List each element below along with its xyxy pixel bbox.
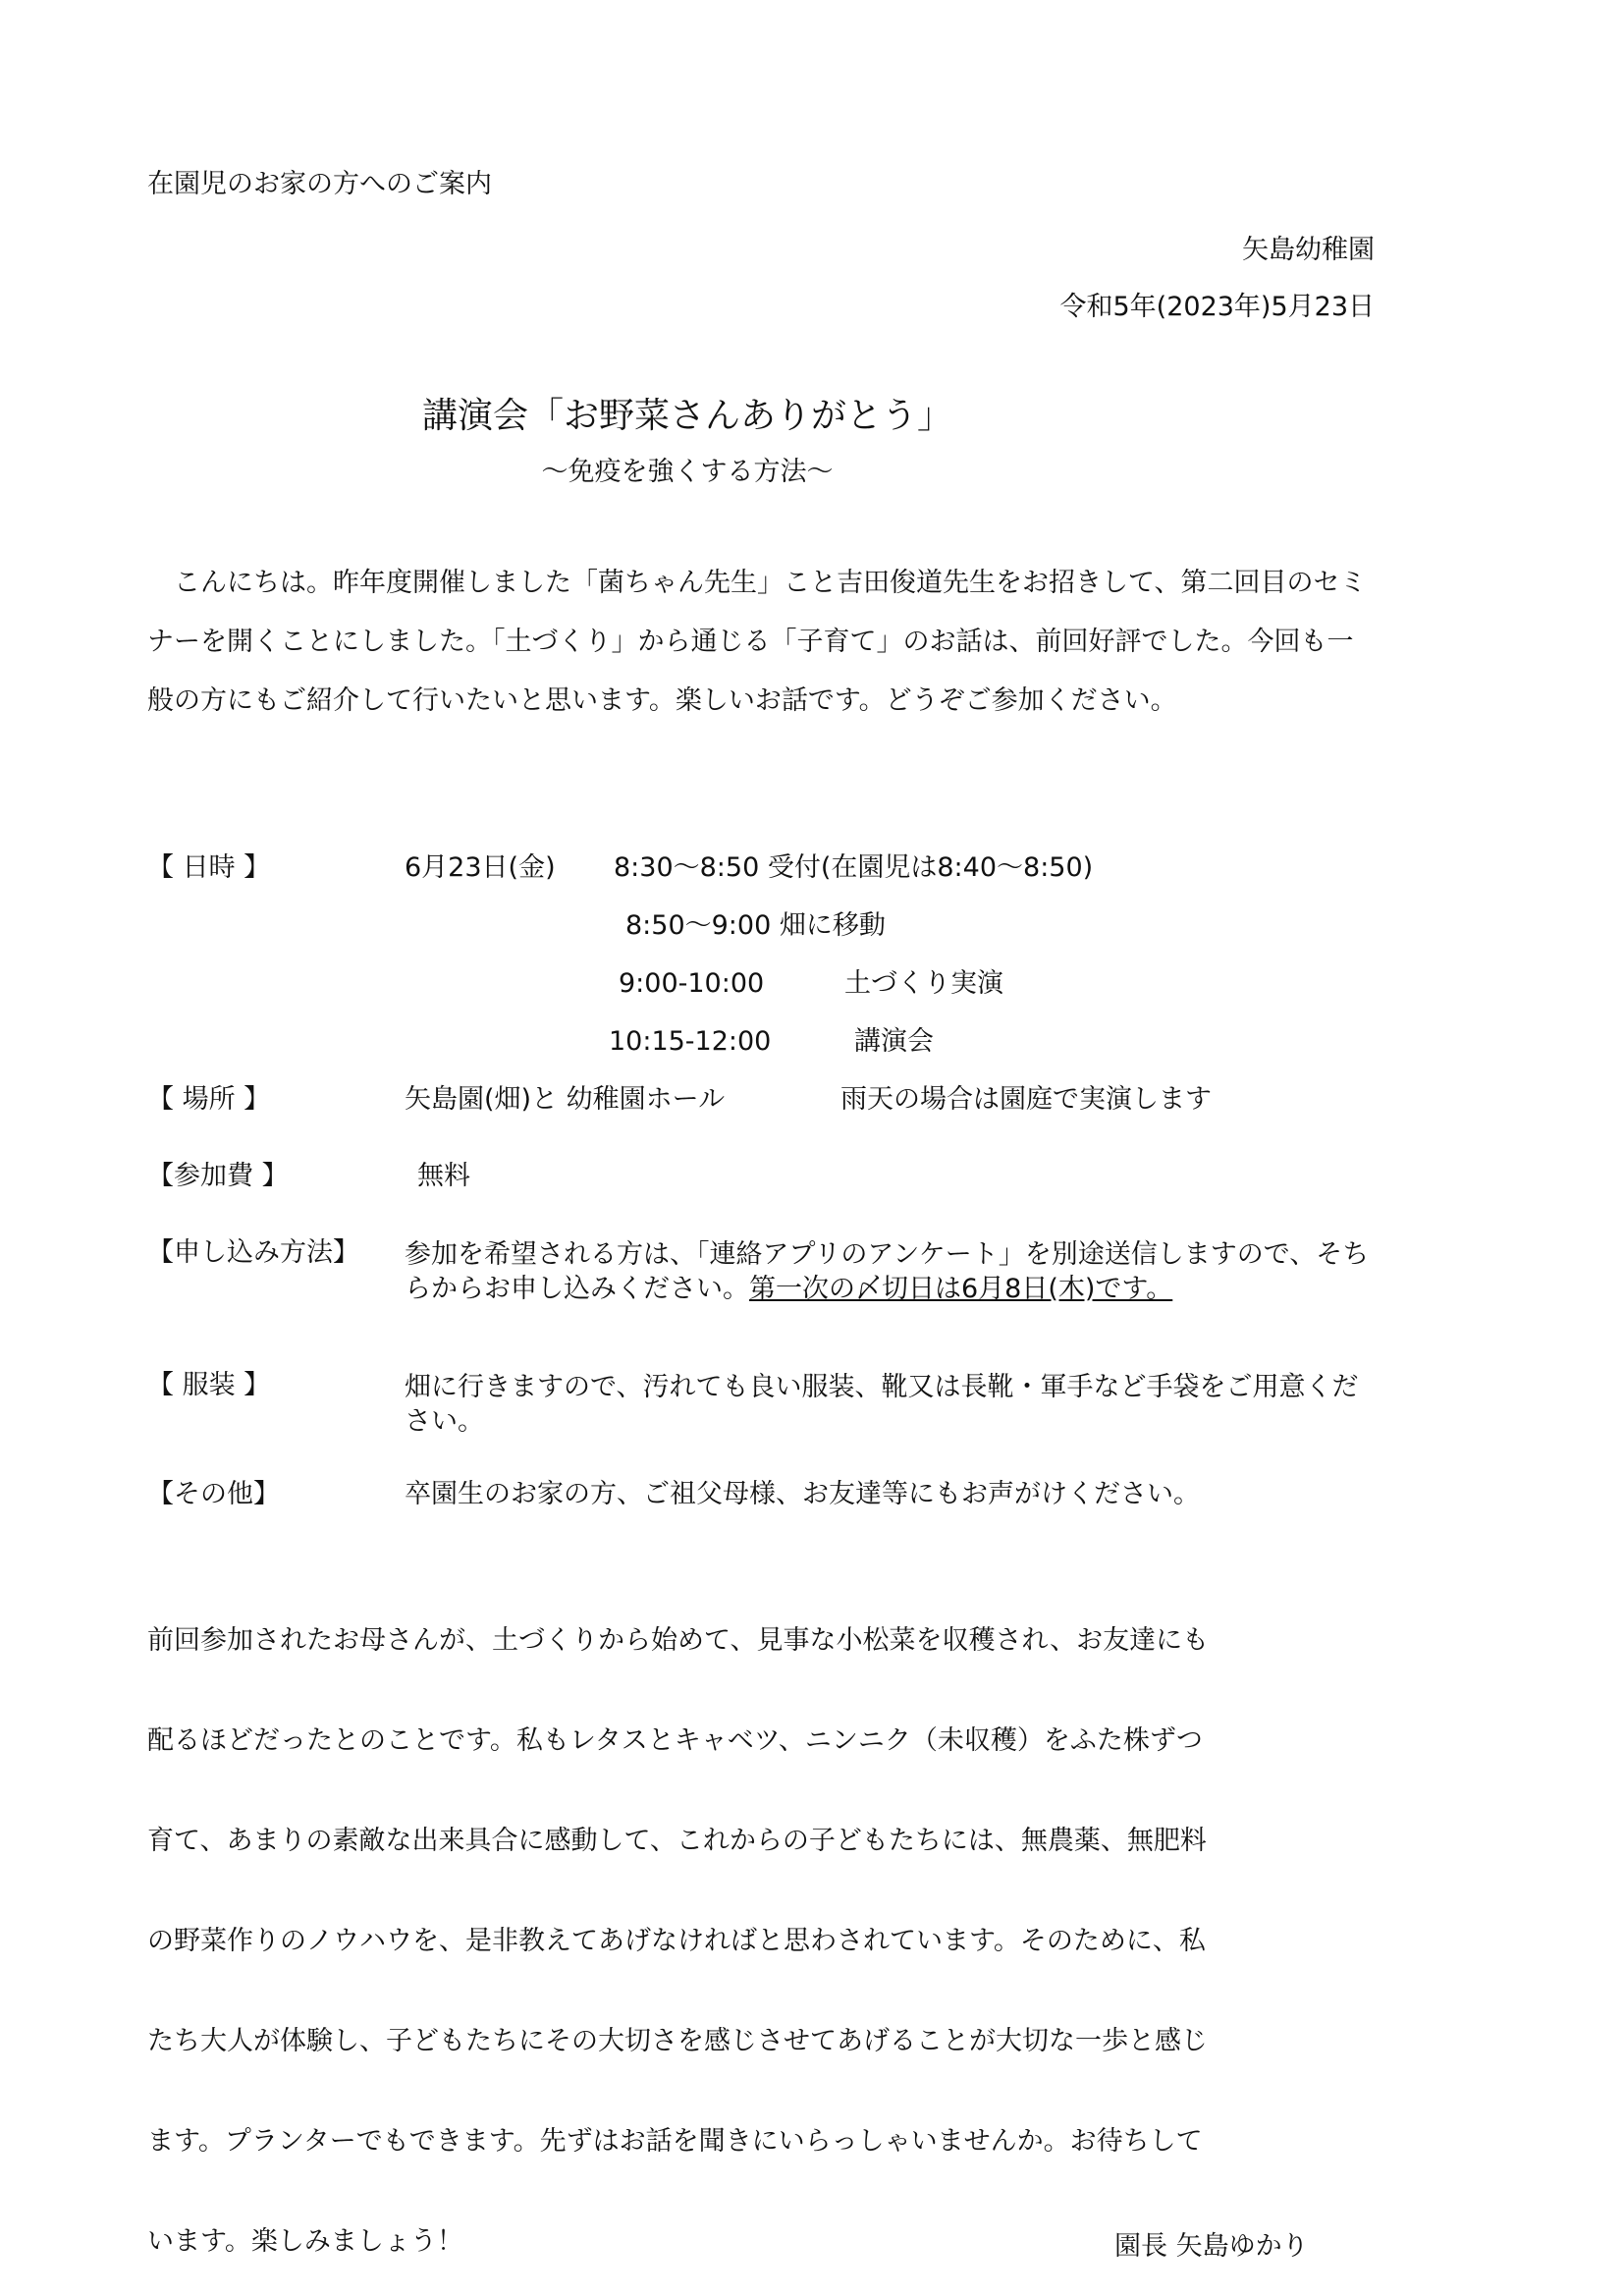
apply-text: 参加を希望される方は、「連絡アプリのアンケート」を別途送信しますので、そちらからお申し込みください。 xyxy=(405,1239,1370,1304)
rain-note: 雨天の場合は園庭で実演します xyxy=(840,1084,1212,1115)
reception-time: 8:30〜8:50 受付(在園児は8:40〜8:50) xyxy=(614,852,1094,883)
event-date: 6月23日(金) xyxy=(405,852,556,883)
lecture-time: 10:15-12:00 xyxy=(609,1026,772,1057)
apply-text-block xyxy=(405,1237,1377,1306)
closing-paragraph xyxy=(147,1591,1375,2292)
issue-date: 令和5年(2023年)5月23日 xyxy=(1059,292,1375,322)
place-label: 【 場所 】 xyxy=(147,1084,271,1115)
closing-line: ます。プランターでもできます。先ずはお話を聞きにいらっしゃいませんか。お待ちして xyxy=(147,2126,1203,2157)
closing-line: います。楽しみましょう！ xyxy=(147,2226,463,2257)
page-subtitle: 〜免疫を強くする方法〜 xyxy=(541,457,834,487)
recipient-line: 在園児のお家の方へのご案内 xyxy=(147,169,492,199)
closing-line: 配るほどだったとのことです。私もレタスとキャベツ、ニンニク（未収穫）をふた株ずつ xyxy=(147,1725,1203,1756)
lecture-name: 講演会 xyxy=(854,1026,934,1057)
attire-value: 畑に行きますので、汚れても良い服装、靴又は長靴・軍手など手袋をご用意ください。 xyxy=(405,1372,1359,1437)
principal-signature: 園長 矢島ゆかり xyxy=(1114,2231,1309,2262)
intro-paragraph xyxy=(147,554,1375,731)
datetime-label: 【 日時 】 xyxy=(147,852,271,883)
demo-time: 9:00-10:00 xyxy=(619,968,765,999)
move-time: 8:50〜9:00 畑に移動 xyxy=(625,910,886,941)
fee-value: 無料 xyxy=(417,1161,470,1191)
closing-line: 育て、あまりの素敵な出来具合に感動して、これからの子どもたちには、無農薬、無肥料 xyxy=(147,1826,1207,1856)
demo-name: 土づくり実演 xyxy=(844,968,1003,999)
other-label: 【その他】 xyxy=(147,1479,280,1509)
sender-name: 矢島幼稚園 xyxy=(1242,235,1375,265)
fee-label: 【参加費 】 xyxy=(147,1161,289,1191)
intro-text: こんにちは。昨年度開催しました「菌ちゃん先生」こと吉田俊道先生をお招きして、第二回目のセミナーを開くことにしました。「土づくり」から通じる「子育て」のお話は、前回好評でした。今回も一般の方にもご紹介して行いたいと思います。楽しいお話です。どうぞご参加ください。 xyxy=(147,568,1367,716)
page-title: 講演会「お野菜さんありがとう」 xyxy=(421,396,952,436)
place-value: 矢島園(畑)と 幼稚園ホール xyxy=(405,1084,726,1115)
closing-line: たち大人が体験し、子どもたちにその大切さを感じさせてあげることが大切な一歩と感じ xyxy=(147,2026,1208,2056)
closing-line: の野菜作りのノウハウを、是非教えてあげなければと思わされています。そのために、私 xyxy=(147,1926,1206,1956)
closing-line: 前回参加されたお母さんが、土づくりから始めて、見事な小松菜を収穫され、お友達にも xyxy=(147,1625,1210,1656)
apply-deadline: 第一次の〆切日は6月8日(木)です。 xyxy=(749,1274,1173,1304)
attire-label: 【 服装 】 xyxy=(147,1370,271,1400)
apply-label: 【申し込み方法】 xyxy=(147,1237,359,1268)
other-value: 卒園生のお家の方、ご祖父母様、お友達等にもお声がけください。 xyxy=(405,1479,1200,1509)
